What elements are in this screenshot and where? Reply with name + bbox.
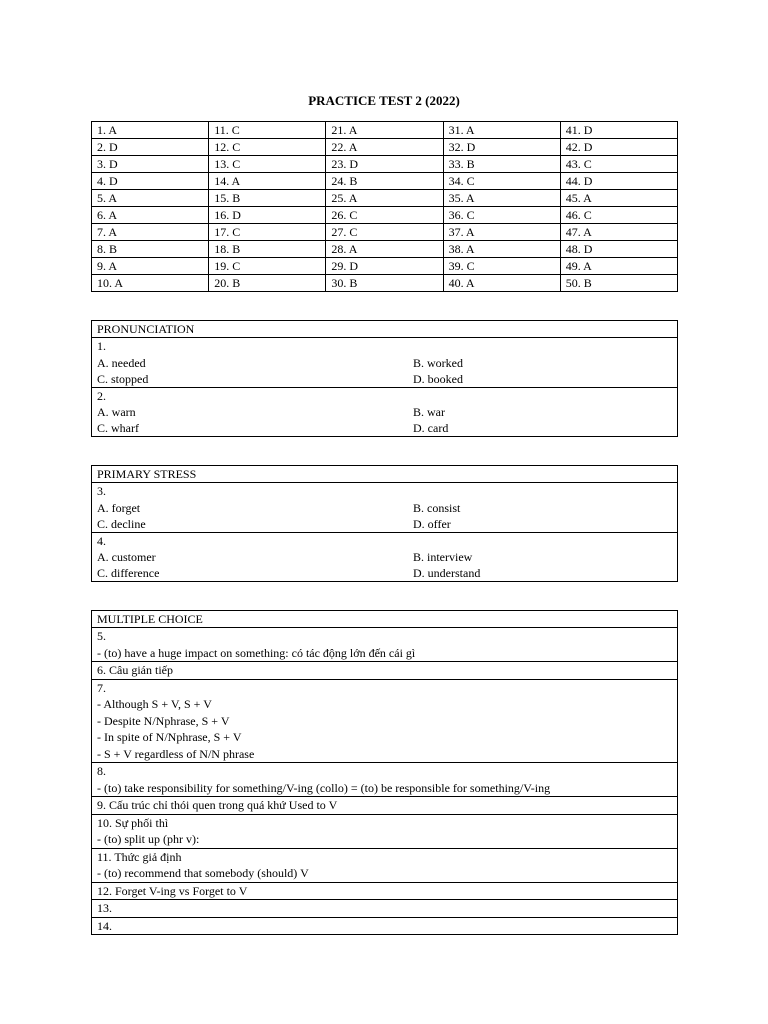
answer-row — [92, 190, 678, 207]
section-heading: PRONUNCIATION — [92, 321, 678, 338]
answer-cell: 35. A — [443, 190, 560, 207]
answer-cell: 37. A — [443, 224, 560, 241]
answer-row — [92, 156, 678, 173]
mc-cell — [92, 797, 678, 815]
question-number: 3. — [97, 484, 106, 498]
mc-line: 9. Cấu trúc chỉ thói quen trong quá khứ Used to V — [97, 798, 338, 812]
answer-cell: 18. B — [209, 241, 326, 258]
mc-row — [92, 679, 678, 763]
option-b: B. war — [413, 405, 445, 419]
mc-cell — [92, 679, 678, 763]
answer-cell: 12. C — [209, 139, 326, 156]
option-a: A. customer — [97, 550, 156, 564]
mc-line: - S + V regardless of N/N phrase — [97, 746, 255, 761]
mc-cell — [92, 763, 678, 797]
answer-cell: 26. C — [326, 207, 443, 224]
mc-line: - (to) have a huge impact on something: có tác động lớn đến cái gì — [97, 645, 416, 660]
mc-line: - Despite N/Nphrase, S + V — [97, 713, 230, 728]
mc-cell — [92, 917, 678, 935]
option-d: D. card — [413, 421, 449, 435]
mc-cell — [92, 848, 678, 882]
answer-cell: 9. A — [92, 258, 209, 275]
mc-line: - In spite of N/Nphrase, S + V — [97, 730, 242, 744]
answer-cell: 23. D — [326, 156, 443, 173]
option-a: A. warn — [97, 405, 136, 419]
mc-row — [92, 882, 678, 900]
answer-cell: 48. D — [560, 241, 677, 258]
mc-row — [92, 848, 678, 882]
mc-line: 14. — [97, 918, 112, 933]
mc-line: - (to) recommend that somebody (should) V — [97, 866, 309, 880]
answer-cell: 30. B — [326, 275, 443, 292]
answer-row — [92, 173, 678, 190]
answer-cell: 44. D — [560, 173, 677, 190]
answer-cell: 36. C — [443, 207, 560, 224]
answer-cell: 15. B — [209, 190, 326, 207]
mc-cell — [92, 662, 678, 680]
answer-cell: 1. A — [92, 122, 209, 139]
answer-cell: 40. A — [443, 275, 560, 292]
answer-cell: 21. A — [326, 122, 443, 139]
mc-line: 10. Sự phối thì — [97, 815, 169, 830]
question-number: 4. — [97, 533, 106, 548]
mc-line: - Although S + V, S + V — [97, 697, 212, 711]
option-a: A. needed — [97, 355, 146, 370]
answer-cell: 7. A — [92, 224, 209, 241]
option-d: D. understand — [413, 566, 481, 580]
answer-row — [92, 207, 678, 224]
answer-cell: 10. A — [92, 275, 209, 292]
answer-row — [92, 258, 678, 275]
question-number: 2. — [97, 388, 106, 403]
mc-line: 7. — [97, 680, 106, 695]
mc-row — [92, 628, 678, 662]
answer-cell: 25. A — [326, 190, 443, 207]
answer-cell: 33. B — [443, 156, 560, 173]
answer-cell: 16. D — [209, 207, 326, 224]
option-c: C. decline — [97, 516, 146, 531]
answer-cell: 28. A — [326, 241, 443, 258]
mc-row — [92, 814, 678, 848]
answer-cell: 50. B — [560, 275, 677, 292]
mc-line: 8. — [97, 764, 106, 778]
option-a: A. forget — [97, 500, 141, 515]
option-b: B. worked — [413, 355, 463, 370]
primary-stress-section — [91, 465, 678, 582]
mc-line: - (to) take responsibility for something/V-ing (collo) = (to) be responsible for something/V-ing — [97, 780, 551, 795]
answer-key-table — [91, 121, 678, 292]
mc-cell — [92, 882, 678, 900]
answer-cell: 49. A — [560, 258, 677, 275]
mc-line: 11. Thức giả định — [97, 849, 182, 864]
answer-cell: 29. D — [326, 258, 443, 275]
mc-row — [92, 900, 678, 918]
mc-line: 12. Forget V-ing vs Forget to V — [97, 883, 248, 898]
answer-cell: 34. C — [443, 173, 560, 190]
answer-cell: 19. C — [209, 258, 326, 275]
question-3 — [92, 483, 678, 533]
answer-cell: 45. A — [560, 190, 677, 207]
option-b: B. interview — [413, 550, 473, 564]
option-b: B. consist — [413, 500, 461, 515]
answer-row — [92, 139, 678, 156]
page-title: PRACTICE TEST 2 (2022) — [308, 93, 460, 108]
answer-row — [92, 122, 678, 139]
answer-cell: 38. A — [443, 241, 560, 258]
option-c: C. wharf — [97, 421, 139, 435]
question-4 — [92, 532, 678, 582]
mc-row — [92, 917, 678, 935]
answer-cell: 2. D — [92, 139, 209, 156]
multiple-choice-section — [91, 610, 678, 935]
mc-line: 5. — [97, 629, 106, 643]
mc-line: - (to) split up (phr v): — [97, 832, 200, 846]
answer-cell: 13. C — [209, 156, 326, 173]
mc-line: 13. — [97, 901, 112, 915]
option-c: C. difference — [97, 566, 160, 580]
answer-cell: 17. C — [209, 224, 326, 241]
answer-cell: 43. C — [560, 156, 677, 173]
section-heading: PRIMARY STRESS — [92, 466, 678, 483]
mc-row — [92, 763, 678, 797]
answer-cell: 39. C — [443, 258, 560, 275]
mc-cell — [92, 628, 678, 662]
answer-row — [92, 224, 678, 241]
question-2 — [92, 387, 678, 437]
answer-cell: 31. A — [443, 122, 560, 139]
answer-cell: 11. C — [209, 122, 326, 139]
answer-cell: 42. D — [560, 139, 677, 156]
question-1 — [92, 338, 678, 388]
answer-cell: 5. A — [92, 190, 209, 207]
answer-cell: 47. A — [560, 224, 677, 241]
mc-row — [92, 797, 678, 815]
answer-cell: 22. A — [326, 139, 443, 156]
answer-cell: 27. C — [326, 224, 443, 241]
question-number: 1. — [97, 339, 106, 353]
option-d: D. booked — [413, 371, 463, 386]
answer-cell: 32. D — [443, 139, 560, 156]
mc-cell — [92, 900, 678, 918]
answer-cell: 20. B — [209, 275, 326, 292]
answer-row — [92, 241, 678, 258]
answer-cell: 6. A — [92, 207, 209, 224]
answer-row — [92, 275, 678, 292]
answer-cell: 8. B — [92, 241, 209, 258]
answer-cell: 3. D — [92, 156, 209, 173]
answer-cell: 4. D — [92, 173, 209, 190]
option-d: D. offer — [413, 516, 451, 531]
answer-cell: 46. C — [560, 207, 677, 224]
answer-cell: 24. B — [326, 173, 443, 190]
mc-line: 6. Câu gián tiếp — [97, 663, 173, 677]
section-heading: MULTIPLE CHOICE — [92, 611, 678, 628]
answer-cell: 14. A — [209, 173, 326, 190]
mc-row — [92, 662, 678, 680]
pronunciation-section — [91, 320, 678, 437]
answer-cell: 41. D — [560, 122, 677, 139]
option-c: C. stopped — [97, 371, 149, 386]
mc-cell — [92, 814, 678, 848]
